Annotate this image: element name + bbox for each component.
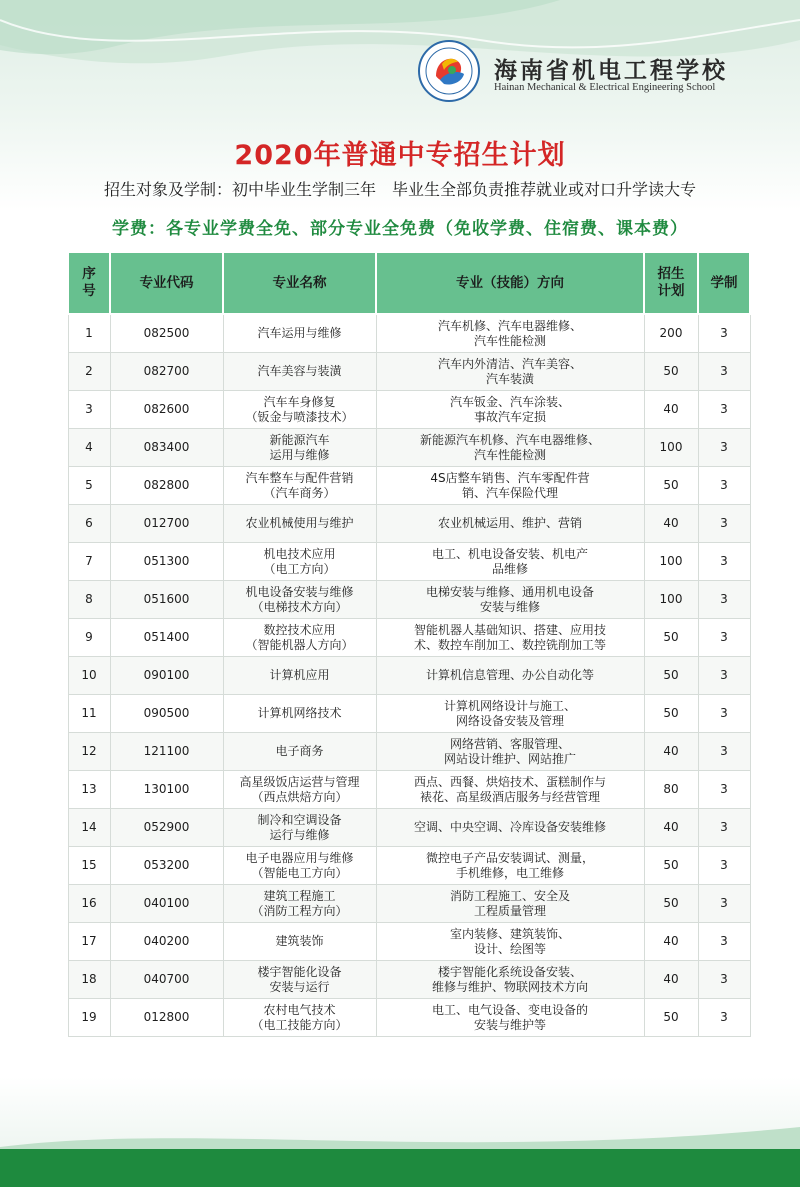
row-years: 3: [698, 695, 750, 733]
row-name: 电子电器应用与维修 （智能电工方向）: [223, 847, 376, 885]
row-no: 3: [68, 391, 110, 429]
row-code: 051300: [110, 543, 223, 581]
row-no: 7: [68, 543, 110, 581]
row-plan: 200: [644, 314, 698, 353]
row-name: 建筑工程施工 （消防工程方向）: [223, 885, 376, 923]
row-no: 19: [68, 999, 110, 1037]
row-years: 3: [698, 581, 750, 619]
row-name: 汽车美容与装潢: [223, 353, 376, 391]
row-years: 3: [698, 809, 750, 847]
row-name: 汽车车身修复 （钣金与喷漆技术）: [223, 391, 376, 429]
row-direction: 计算机信息管理、办公自动化等: [376, 657, 644, 695]
row-code: 121100: [110, 733, 223, 771]
school-name-cn: 海南省机电工程学校: [494, 57, 728, 84]
row-direction: 楼宇智能化系统设备安装、 维修与维护、物联网技术方向: [376, 961, 644, 999]
table-row: [68, 923, 750, 961]
row-name: 机电技术应用 （电工方向）: [223, 543, 376, 581]
row-code: 051400: [110, 619, 223, 657]
row-direction: 计算机网络设计与施工、 网络设备安装及管理: [376, 695, 644, 733]
table-row: [68, 353, 750, 391]
row-years: 3: [698, 733, 750, 771]
row-plan: 50: [644, 885, 698, 923]
row-plan: 50: [644, 619, 698, 657]
row-plan: 80: [644, 771, 698, 809]
row-code: 012800: [110, 999, 223, 1037]
row-no: 10: [68, 657, 110, 695]
header-direction: 专业（技能）方向: [376, 252, 644, 314]
row-plan: 100: [644, 543, 698, 581]
row-code: 051600: [110, 581, 223, 619]
row-no: 6: [68, 505, 110, 543]
row-years: 3: [698, 543, 750, 581]
row-years: 3: [698, 391, 750, 429]
row-direction: 西点、西餐、烘焙技术、蛋糕制作与 裱花、高星级酒店服务与经营管理: [376, 771, 644, 809]
table-row: [68, 733, 750, 771]
row-direction: 空调、中央空调、冷库设备安装维修: [376, 809, 644, 847]
enrollment-info: 招生对象及学制：初中毕业生学制三年 毕业生全部负责推荐就业或对口升学读大专: [103, 180, 696, 199]
row-no: 12: [68, 733, 110, 771]
table-row: [68, 771, 750, 809]
header-years: 学制: [698, 252, 750, 314]
table-row: [68, 695, 750, 733]
row-plan: 50: [644, 657, 698, 695]
row-years: 3: [698, 657, 750, 695]
row-code: 040200: [110, 923, 223, 961]
row-name: 高星级饭店运营与管理 （西点烘焙方向）: [223, 771, 376, 809]
row-direction: 农业机械运用、维护、营销: [376, 505, 644, 543]
row-direction: 新能源汽车机修、汽车电器维修、 汽车性能检测: [376, 429, 644, 467]
row-direction: 汽车钣金、汽车涂装、 事故汽车定损: [376, 391, 644, 429]
table-row: [68, 391, 750, 429]
row-code: 130100: [110, 771, 223, 809]
row-no: 16: [68, 885, 110, 923]
table-row: [68, 467, 750, 505]
row-direction: 网络营销、客服管理、 网站设计维护、网站推广: [376, 733, 644, 771]
school-emblem-icon: [418, 40, 480, 102]
row-direction: 微控电子产品安装调试、测量， 手机维修，电工维修: [376, 847, 644, 885]
row-years: 3: [698, 467, 750, 505]
row-direction: 智能机器人基础知识、搭建、应用技 术、数控车削加工、数控铣削加工等: [376, 619, 644, 657]
row-direction: 电工、机电设备安装、机电产 品维修: [376, 543, 644, 581]
row-code: 040100: [110, 885, 223, 923]
row-years: 3: [698, 353, 750, 391]
row-no: 14: [68, 809, 110, 847]
row-code: 090100: [110, 657, 223, 695]
table-row: [68, 314, 750, 353]
table-row: [68, 619, 750, 657]
row-plan: 50: [644, 467, 698, 505]
row-direction: 汽车机修、汽车电器维修、 汽车性能检测: [376, 314, 644, 353]
row-plan: 40: [644, 923, 698, 961]
table-row: [68, 543, 750, 581]
row-plan: 50: [644, 695, 698, 733]
table-row: [68, 999, 750, 1037]
row-direction: 电梯安装与维修、通用机电设备 安装与维修: [376, 581, 644, 619]
row-name: 建筑装饰: [223, 923, 376, 961]
row-years: 3: [698, 314, 750, 353]
table-row: [68, 809, 750, 847]
row-direction: 电工、电气设备、变电设备的 安装与维护等: [376, 999, 644, 1037]
row-name: 汽车整车与配件营销 （汽车商务）: [223, 467, 376, 505]
row-plan: 40: [644, 809, 698, 847]
row-years: 3: [698, 923, 750, 961]
row-code: 052900: [110, 809, 223, 847]
row-code: 082800: [110, 467, 223, 505]
row-plan: 100: [644, 429, 698, 467]
row-years: 3: [698, 999, 750, 1037]
row-name: 制冷和空调设备 运行与维修: [223, 809, 376, 847]
row-years: 3: [698, 847, 750, 885]
row-direction: 室内装修、建筑装饰、 设计、绘图等: [376, 923, 644, 961]
row-plan: 40: [644, 961, 698, 999]
row-years: 3: [698, 505, 750, 543]
row-code: 083400: [110, 429, 223, 467]
header-no: 序号: [68, 252, 110, 314]
row-name: 楼宇智能化设备 安装与运行: [223, 961, 376, 999]
table-row: [68, 885, 750, 923]
row-no: 11: [68, 695, 110, 733]
row-code: 053200: [110, 847, 223, 885]
row-no: 9: [68, 619, 110, 657]
row-years: 3: [698, 961, 750, 999]
table-row: [68, 961, 750, 999]
header-name: 专业名称: [223, 252, 376, 314]
row-years: 3: [698, 429, 750, 467]
table-row: [68, 657, 750, 695]
row-plan: 40: [644, 391, 698, 429]
row-direction: 汽车内外清洁、汽车美容、 汽车装潢: [376, 353, 644, 391]
row-direction: 消防工程施工、安全及 工程质量管理: [376, 885, 644, 923]
school-name-en: Hainan Mechanical & Electrical Engineering School: [494, 82, 716, 93]
row-no: 18: [68, 961, 110, 999]
row-no: 1: [68, 314, 110, 353]
row-name: 农业机械使用与维护: [223, 505, 376, 543]
row-no: 2: [68, 353, 110, 391]
row-years: 3: [698, 619, 750, 657]
row-plan: 50: [644, 353, 698, 391]
row-plan: 40: [644, 505, 698, 543]
table-row: [68, 581, 750, 619]
row-plan: 50: [644, 847, 698, 885]
row-direction: 4S店整车销售、汽车零配件营 销、汽车保险代理: [376, 467, 644, 505]
row-no: 15: [68, 847, 110, 885]
row-code: 082600: [110, 391, 223, 429]
enrollment-plan-table: [67, 251, 751, 1037]
row-no: 8: [68, 581, 110, 619]
row-plan: 100: [644, 581, 698, 619]
row-name: 农村电气技术 （电工技能方向）: [223, 999, 376, 1037]
row-code: 090500: [110, 695, 223, 733]
row-name: 机电设备安装与维修 （电梯技术方向）: [223, 581, 376, 619]
table-row: [68, 505, 750, 543]
row-no: 17: [68, 923, 110, 961]
page-title: 2020年普通中专招生计划: [234, 140, 566, 171]
row-code: 040700: [110, 961, 223, 999]
row-name: 汽车运用与维修: [223, 314, 376, 353]
tuition-info: 学费：各专业学费全免、部分专业全免费（免收学费、住宿费、课本费）: [112, 219, 688, 239]
table-row: [68, 847, 750, 885]
row-code: 012700: [110, 505, 223, 543]
row-plan: 40: [644, 733, 698, 771]
row-years: 3: [698, 885, 750, 923]
table-row: [68, 429, 750, 467]
row-plan: 50: [644, 999, 698, 1037]
row-no: 5: [68, 467, 110, 505]
row-no: 4: [68, 429, 110, 467]
row-no: 13: [68, 771, 110, 809]
table-header-row: [68, 252, 750, 314]
row-years: 3: [698, 771, 750, 809]
row-name: 计算机网络技术: [223, 695, 376, 733]
row-name: 数控技术应用 （智能机器人方向）: [223, 619, 376, 657]
footer-band: [0, 1149, 800, 1187]
row-name: 电子商务: [223, 733, 376, 771]
row-code: 082700: [110, 353, 223, 391]
row-name: 计算机应用: [223, 657, 376, 695]
header-code: 专业代码: [110, 252, 223, 314]
header-plan: 招生计划: [644, 252, 698, 314]
row-code: 082500: [110, 314, 223, 353]
row-name: 新能源汽车 运用与维修: [223, 429, 376, 467]
